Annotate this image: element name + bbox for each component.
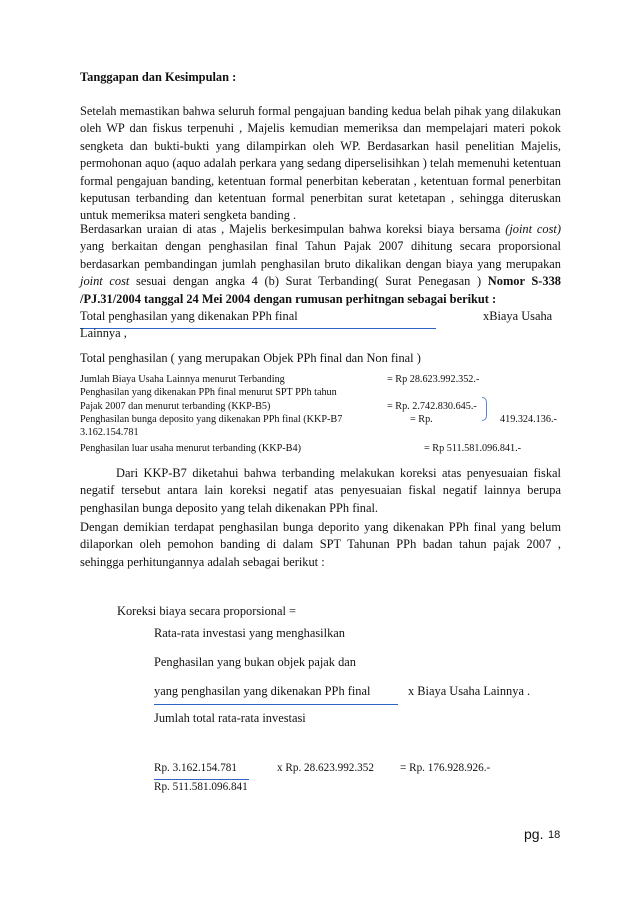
formula1-multiplier: xBiaya Usaha (483, 309, 553, 323)
formula1-denominator: Total penghasilan ( yang merupakan Objek PPh final dan Non final ) (80, 351, 421, 365)
page-number: 18 (548, 829, 561, 841)
detail-label-1: Jumlah Biaya Usaha Lainnya menurut Terbanding (80, 374, 285, 385)
formula1-numerator: Total penghasilan yang dikenakan PPh final (80, 309, 298, 323)
calc-times: x Rp. 28.623.992.352 (277, 762, 374, 774)
calc-result: = Rp. 176.928.926.- (400, 762, 491, 774)
paragraph-conclusion-text-c: sesuai dengan angka 4 (b) Surat Terbanding( Surat Penegasan ) (129, 274, 488, 289)
regulation-reference: Nomor S-338 /PJ.31/2004 tanggal 24 Mei 2004 dengan rumusan perhitngan sebagai berikut : (80, 274, 561, 306)
paragraph-deposit-interest: Dengan demikian terdapat penghasilan bunga deporito yang dikenakan PPh final yang belum dilaporkan oleh pemohon banding di dalam SPT Tahunan PPh badan tahun pajak 2007 , sehingga perhitungannya adalah sebagai berikut : (80, 520, 561, 569)
detail-value-4b: 419.324.136.- (500, 414, 557, 425)
calc-denominator: Rp. 511.581.096.841 (154, 781, 248, 793)
calc-fraction-line (154, 779, 249, 780)
formula2-line2: Penghasilan yang bukan objek pajak dan (154, 655, 356, 669)
detail-value-4: = Rp. (410, 414, 433, 425)
joint-cost-term-2: joint cost (80, 274, 130, 289)
detail-label-3: Pajak 2007 dan menurut terbanding (KKP-B5) (80, 401, 271, 412)
detail-value-1: = Rp 28.623.992.352.- (387, 374, 480, 385)
detail-value-3: = Rp. 2.742.830.645.- (387, 401, 477, 412)
joint-cost-term: (joint cost) (505, 222, 561, 236)
detail-label-4: Penghasilan bunga deposito yang dikenakan PPh final (KKP-B7 (80, 414, 343, 425)
paragraph-formal-review: Setelah memastikan bahwa seluruh formal pengajuan banding kedua belah pihak yang dilakukan oleh WP dan fiskus terpenuhi , Majelis kemudian memeriksa dan mempelajari materi pokok sengketa dan bukti-bukti yang dilampirkan oleh WP. Berdasarkan hasil penelitian Majelis, permohonan aquo (aquo adalah perkara yang sedang diperselisihkan ) telah memenuhi ketentuan formal pengajuan banding, ketentuan formal penerbitan keberatan , ketentuan formal penerbitan keputusan terbanding dan ketentuan formal penerbitan surat ketetapan , sehingga diteruskan untuk memeriksa materi sengketa banding . (80, 104, 561, 223)
detail-label-5: 3.162.154.781 (80, 427, 139, 438)
formula2-multiplier: x Biaya Usaha Lainnya . (408, 684, 531, 698)
bracket-mark (482, 397, 487, 421)
page-number-label: pg. (524, 826, 544, 842)
detail-value-6: = Rp 511.581.096.841.- (424, 443, 522, 454)
paragraph-conclusion-text-a: Berdasarkan uraian di atas , Majelis berkesimpulan bahwa koreksi biaya bersama (80, 222, 506, 236)
paragraph-kkp-b7: Dari KKP-B7 diketahui bahwa terbanding melakukan koreksi atas penyesuaian fiskal negatif tersebut antara lain koreksi negatif atas penyesuaian fiskal negatif lainnya berupa penghasilan bunga deposito yang telah dikenakan PPh final. (80, 466, 561, 515)
section-heading: Tanggapan dan Kesimpulan : (80, 70, 237, 84)
calc-numerator: Rp. 3.162.154.781 (154, 762, 237, 774)
formula2-line1: Rata-rata investasi yang menghasilkan (154, 626, 345, 640)
detail-label-2: Penghasilan yang dikenakan PPh final menurut SPT PPh tahun (80, 387, 337, 398)
paragraph-conclusion-text-b: yang berkaitan dengan penghasilan final Tahun Pajak 2007 dihitung secara proporsional berdasarkan pembandingan jumlah penghasilan bruto dikalikan dengan biaya yang merupakan (80, 239, 561, 271)
formula2-title: Koreksi biaya secara proporsional = (117, 604, 297, 618)
formula2-fraction-line (154, 704, 398, 705)
paragraph-conclusion (80, 221, 561, 308)
detail-label-6: Penghasilan luar usaha menurut terbanding (KKP-B4) (80, 443, 301, 454)
formula1-fraction-line (80, 328, 436, 329)
formula2-denominator: Jumlah total rata-rata investasi (154, 711, 306, 725)
formula1-numerator-cont: Lainnya , (80, 326, 127, 340)
formula2-line3: yang penghasilan yang dikenakan PPh final (154, 684, 371, 698)
